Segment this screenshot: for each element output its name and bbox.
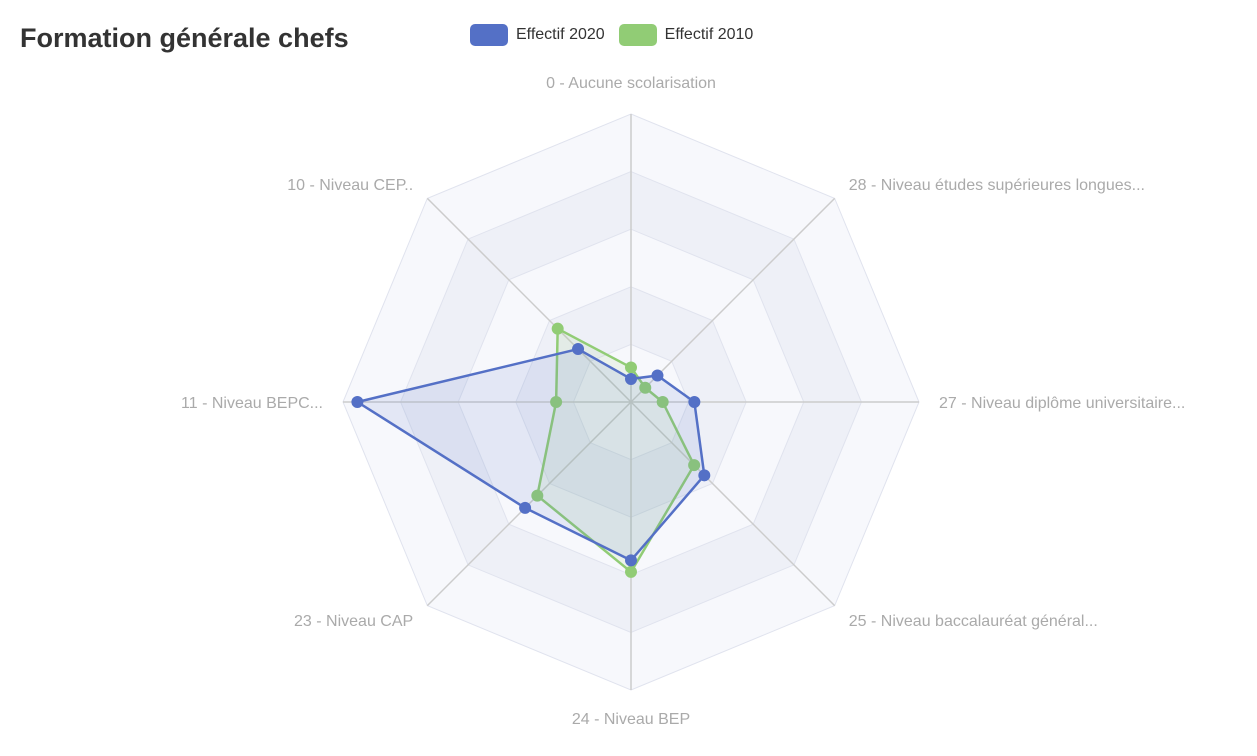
axis-label-4: 24 - Niveau BEP [571, 711, 691, 728]
axis-label-1: 28 - Niveau études supérieures longues... [848, 177, 1145, 195]
series-point-effectif-2020-1 [652, 370, 663, 381]
axis-label-2: 27 - Niveau diplôme universitaire... [939, 395, 1186, 412]
series-point-effectif-2020-2 [689, 397, 700, 408]
series-point-effectif-2010-4 [626, 566, 637, 577]
series-point-effectif-2020-4 [626, 555, 637, 566]
axis-label-6: 11 - Niveau BEPC... [181, 395, 323, 412]
chart-title: Formation générale chefs [20, 23, 349, 53]
axis-label-5: 23 - Niveau CAP [294, 612, 414, 630]
series-point-effectif-2020-6 [352, 397, 363, 408]
series-point-effectif-2020-5 [520, 502, 531, 513]
axis-label-3: 25 - Niveau baccalauréat général... [848, 612, 1098, 630]
series-point-effectif-2010-7 [552, 323, 563, 334]
series-point-effectif-2020-0 [626, 373, 637, 384]
axis-label-7: 10 - Niveau CEP.. [287, 177, 414, 195]
series-point-effectif-2020-7 [573, 344, 584, 355]
series-point-effectif-2010-0 [626, 362, 637, 373]
series-point-effectif-2020-3 [699, 470, 710, 481]
legend-label-2010: Effectif 2010 [664, 26, 754, 43]
axis-label-0: 0 - Aucune scolarisation [546, 75, 716, 92]
legend-label-2020: Effectif 2020 [516, 26, 605, 43]
